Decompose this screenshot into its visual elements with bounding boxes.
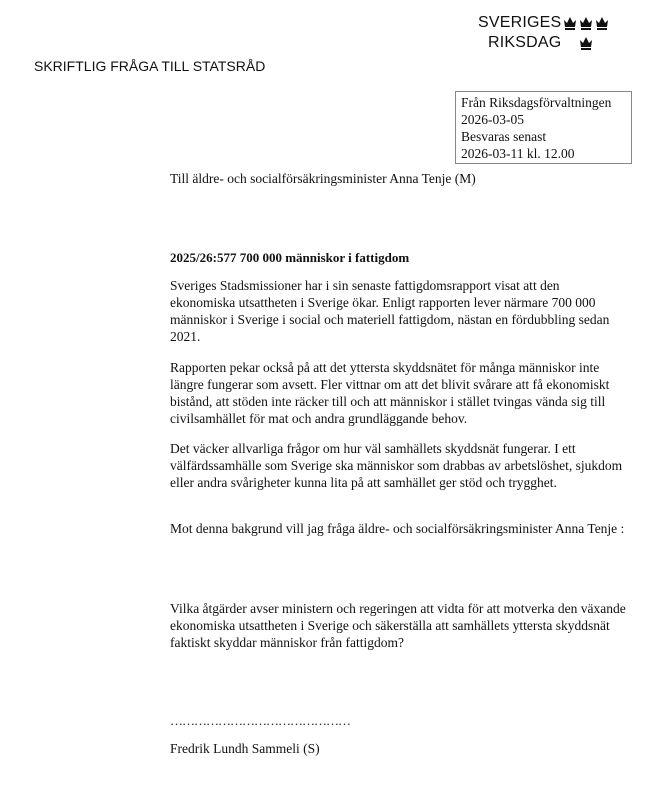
info-box [455,91,632,164]
info-deadline: 2026-03-11 kl. 12.00 [461,146,575,161]
info-from: Från Riksdagsförvaltningen [461,95,612,110]
riksdag-logo [478,14,618,54]
question-text: Vilka åtgärder avser ministern och regeringen att vidta för att motverka den växande ekonomiska utsattheten i Sverige och säkerställa att samhällets yttersta skyddsnät faktiskt skyddar människor från fattigdom? [170,601,626,650]
question-title: 2025/26:577 700 000 människor i fattigdom [170,250,410,265]
crown-icon [563,16,577,30]
logo-text-sveriges: SVERIGES [478,14,562,31]
crown-icon [579,36,593,50]
addressee: Till äldre- och socialförsäkringsminister Anna Tenje (M) [170,171,476,186]
document-type-heading: SKRIFTLIG FRÅGA TILL STATSRÅD [34,58,266,74]
signature-line: ……………………………………… [170,713,350,728]
paragraph: Mot denna bakgrund vill jag fråga äldre- och socialförsäkringsminister Anna Tenje : [170,521,625,536]
paragraph: Sveriges Stadsmissioner har i sin senaste fattigdomsrapport visat att den ekonomiska utsattheten i Sverige ökar. Enligt rapporten lever närmare 700 000 människor i Sverige i social och materiell fattigdom, nästan en fördubbling sedan 2021. [170,278,610,344]
paragraph: Det väcker allvarliga frågor om hur väl samhällets skyddsnät fungerar. I ett välfärdssamhälle som Sverige ska människor som drabbas av arbetslöshet, sjukdom eller andra svårigheter kunna lita på att samhället ger stöd och trygghet. [170,441,623,490]
signer-name: Fredrik Lundh Sammeli (S) [170,741,320,756]
crown-icon [579,16,593,30]
info-date: 2026-03-05 [461,112,524,127]
info-answer-label: Besvaras senast [461,129,547,144]
crown-icon [595,16,609,30]
paragraph: Rapporten pekar också på att det yttersta skyddsnätet för många människor inte längre fungerar som avsett. Fler vittnar om att det blivit svårare att få ekonomiskt bistånd, att stöden inte räcker till och att människor i stället tvingas vända sig till civilsamhället för mat och andra grundläggande behov. [170,360,610,426]
logo-text-riksdag: RIKSDAG [488,34,562,51]
